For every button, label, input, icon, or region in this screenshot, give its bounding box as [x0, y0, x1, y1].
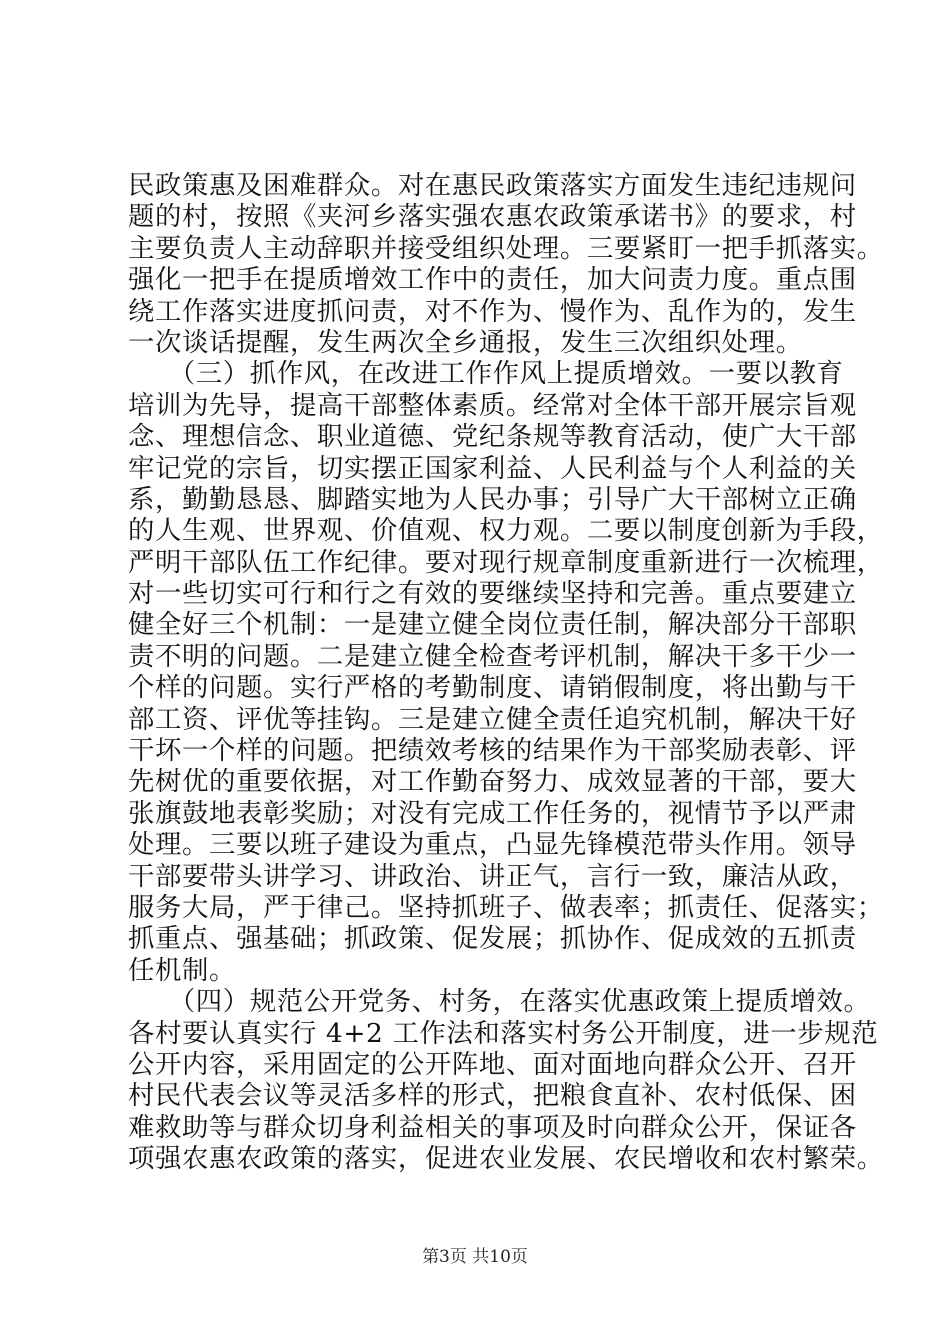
text-line: 一次谈话提醒，发生两次全乡通报，发生三次组织处理。	[128, 326, 803, 358]
text-line: 干部要带头讲学习、讲政治、讲正气，言行一致，廉洁从政，	[128, 860, 857, 892]
text-line: 张旗鼓地表彰奖励；对没有完成工作任务的，视情节予以严肃	[128, 797, 857, 829]
text-line: 项强农惠农政策的落实，促进农业发展、农民增收和农村繁荣。	[128, 1143, 884, 1175]
page-number-footer: 第3页 共10页	[422, 1247, 528, 1267]
text-line: 牢记党的宗旨，切实摆正国家利益、人民利益与个人利益的关	[128, 452, 857, 484]
text-line: 村民代表会议等灵活多样的形式，把粮食直补、农村低保、困	[128, 1080, 857, 1112]
text-line: 各村要认真实行 4+2 工作法和落实村务公开制度，进一步规范	[128, 1017, 879, 1049]
text-line: 任机制。	[128, 954, 236, 986]
text-line: 绕工作落实进度抓问责，对不作为、慢作为、乱作为的，发生	[128, 295, 857, 327]
text-line: 个样的问题。实行严格的考勤制度、请销假制度，将出勤与干	[128, 672, 857, 704]
text-line: 抓重点、强基础；抓政策、促发展；抓协作、促成效的五抓责	[128, 923, 857, 955]
text-line: 民政策惠及困难群众。对在惠民政策落实方面发生违纪违规问	[128, 170, 857, 201]
text-line: 难救助等与群众切身利益相关的事项及时向群众公开，保证各	[128, 1111, 857, 1143]
text-line: 系，勤勤恳恳、脚踏实地为人民办事；引导广大干部树立正确	[128, 483, 857, 515]
text-line: 念、理想信念、职业道德、党纪条规等教育活动，使广大干部	[128, 421, 857, 453]
text-line: 公开内容，采用固定的公开阵地、面对面地向群众公开、召开	[128, 1048, 857, 1080]
text-line: 健全好三个机制：一是建立健全岗位责任制，解决部分干部职	[128, 609, 857, 641]
text-line: 干坏一个样的问题。把绩效考核的结果作为干部奖励表彰、评	[128, 735, 857, 767]
text-line: 部工资、评优等挂钩。三是建立健全责任追究机制，解决干好	[128, 703, 857, 735]
text-line: 责不明的问题。二是建立健全检查考评机制，解决干多干少一	[128, 640, 857, 672]
text-line: 培训为先导，提高干部整体素质。经常对全体干部开展宗旨观	[128, 389, 857, 421]
text-line: 服务大局，严于律己。坚持抓班子、做表率；抓责任、促落实；	[128, 891, 884, 923]
text-line: 处理。三要以班子建设为重点，凸显先锋模范带头作用。领导	[128, 829, 857, 861]
text-line: 强化一把手在提质增效工作中的责任，加大问责力度。重点围	[128, 264, 857, 296]
text-line: 的人生观、世界观、价值观、权力观。二要以制度创新为手段，	[128, 515, 884, 547]
text-line: 严明干部队伍工作纪律。要对现行规章制度重新进行一次梳理，	[128, 546, 884, 578]
text-line: （三）抓作风，在改进工作作风上提质增效。一要以教育	[128, 358, 844, 390]
document-body	[128, 170, 884, 1175]
text-line: 对一些切实可行和行之有效的要继续坚持和完善。重点要建立	[128, 578, 857, 610]
text-line: 主要负责人主动辞职并接受组织处理。三要紧盯一把手抓落实。	[128, 232, 884, 264]
text-line: 题的村，按照《夹河乡落实强农惠农政策承诺书》的要求，村	[128, 201, 857, 233]
text-line: （四）规范公开党务、村务，在落实优惠政策上提质增效。	[128, 986, 871, 1018]
text-line: 先树优的重要依据，对工作勤奋努力、成效显著的干部，要大	[128, 766, 857, 798]
